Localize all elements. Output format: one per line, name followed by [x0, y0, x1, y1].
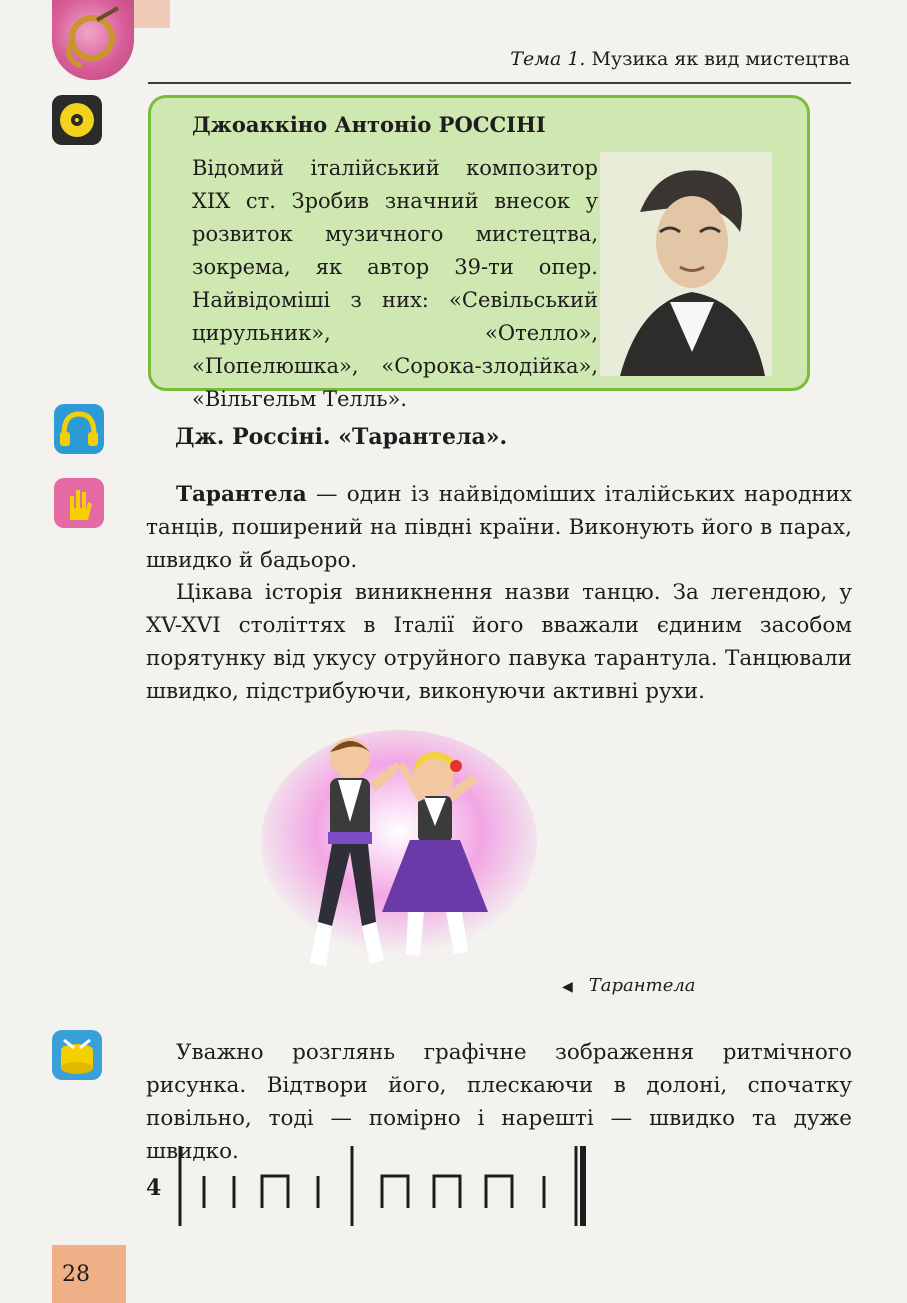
composer-portrait [600, 152, 772, 376]
caption-text: Тарантела [588, 975, 696, 996]
horn-emblem-icon [52, 0, 134, 80]
disc-icon [52, 95, 102, 145]
section-title [510, 48, 850, 70]
listening-title: Дж. Россіні. «Тарантела». [175, 424, 508, 450]
caption-arrow-icon: ◀ [562, 979, 573, 995]
composer-name: Джоаккіно Антоніо РОССІНІ [192, 112, 546, 137]
section-name: Музика як вид мистецтва [591, 48, 850, 70]
figure-caption [562, 975, 696, 996]
page-number: 28 [62, 1262, 90, 1287]
time-signature: 4 [146, 1175, 162, 1201]
section-label: Тема 1. [510, 48, 586, 70]
term-tarantella: Тарантела [176, 482, 307, 507]
hand-icon [54, 478, 104, 528]
headphones-icon [54, 404, 104, 454]
tarantella-history: Цікава історія виникнення назви танцю. За легендою, у XV-XVI століттях в Італії його вважали єдиним засобом порятунку від укусу отруйного павука тарантула. Танцювали швидко, підстрибуючи, виконуючи активні рухи. [146, 580, 852, 704]
composer-bio: Відомий італійський композитор XIX ст. Зробив значний внесок у розвиток музичного мистецтва, зокрема, як автор 39-ти опер. Найвідоміші з них: «Севільський цирульник», «Отелло», «Попелюшка», «Сорока-злодійка», «Вільгельм Телль». [192, 156, 598, 411]
dancing-couple-illustration [258, 722, 540, 992]
definition-text: — один із найвідоміших італійських народних танців, поширений на півдні країни. Виконують його в парах, швидко й бадьоро. [146, 482, 852, 573]
rhythm-notation [170, 1138, 600, 1233]
header-divider [148, 82, 851, 84]
tarantella-definition [146, 478, 852, 577]
rhythm-instruction: Уважно розглянь графічне зображення ритмічного рисунка. Відтвори його, плескаючи в долоні, спочатку повільно, тоді — помірно і нарешті — швидко та дуже швидко. [146, 1040, 852, 1164]
drum-icon [52, 1030, 102, 1080]
